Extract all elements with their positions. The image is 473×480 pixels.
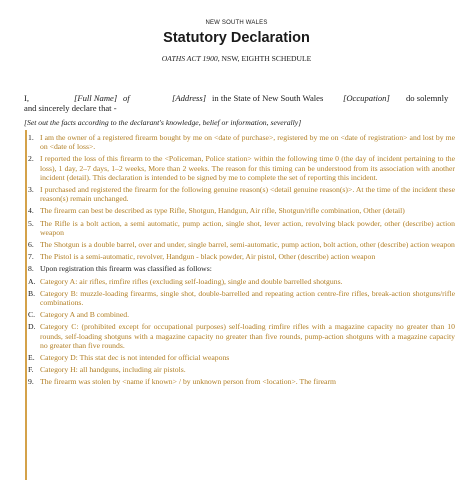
declaration-statement (24, 93, 454, 113)
schedule-name: , NSW, EIGHTH SCHEDULE (217, 54, 312, 63)
act-name: OATHS ACT 1900 (161, 54, 218, 63)
document-subtitle (0, 54, 473, 63)
item-text: I reported the loss of this firearm to the <Policeman, Police station> within the following time 0 (the day of incident pertaining to the loss), 1 day, 2–7 days, 1–2 weeks, More than 2 weeks. The reason for this timing can be understood from its association with another incident (detail). This declaration is intended to be signed by me to complete the set of reporting this incident. (40, 154, 455, 182)
full-name-field[interactable]: [Full Name] (74, 93, 118, 103)
item-text: The firearm was stolen by <name if known> / by unknown person from <location>. The firearm (40, 377, 337, 387)
item-text: I am the owner of a registered firearm bought by me on <date of purchase>, registered by me on <date of registration> and lost by me on <date of loss>. (40, 133, 455, 152)
declaration-item (25, 219, 455, 237)
declaration-item (25, 240, 455, 249)
declaration-item (25, 206, 455, 215)
declarant-i: I, (24, 93, 30, 103)
jurisdiction-heading: NEW SOUTH WALES (205, 20, 268, 26)
item-marker: 3. (28, 185, 34, 195)
declare-line: and sincerely declare that - (24, 103, 117, 113)
item-marker: 9. (28, 377, 34, 387)
item-text: Category A and B combined. (40, 310, 130, 320)
item-marker: 8. (28, 264, 34, 274)
item-marker: 6. (28, 240, 34, 250)
item-marker: 4. (28, 206, 34, 216)
declaration-item (25, 154, 455, 182)
item-text: The Rifle is a bolt action, a semi automatic, pump action, single shot, lever action, revolving black powder, other (describe) action weapon (40, 218, 455, 237)
item-text: Category D: This stat dec is not intended for official weapons (40, 353, 230, 363)
item-marker: A. (28, 276, 36, 286)
declaration-item (25, 377, 455, 386)
item-text: Category A: air rifles, rimfire rifles (excluding self-loading), single and double barrelled shotguns. (40, 276, 343, 286)
declaration-item (25, 185, 455, 203)
item-marker: 1. (28, 133, 34, 142)
item-marker: 7. (28, 252, 34, 262)
declaration-item (25, 310, 455, 319)
item-marker: F. (28, 365, 34, 375)
item-text: The Shotgun is a double barrel, over and under, single barrel, semi-automatic, pump action, bolt action, other (describe) action weapon (40, 240, 455, 250)
declaration-item (25, 322, 455, 350)
of-word: of (123, 93, 130, 103)
item-marker: 5. (28, 218, 34, 228)
item-text: Category B: muzzle-loading firearms, single shot, double-barrelled and repeating action centre-fire rifles, break-action shotguns/rifle combinations. (40, 288, 455, 308)
instruction-text: [Set out the facts according to the declarant's knowledge, belief or information, severally] (24, 118, 302, 127)
declaration-items-list (25, 133, 455, 390)
declaration-item (25, 353, 455, 362)
item-marker: D. (28, 322, 36, 332)
declaration-item (25, 252, 455, 261)
occupation-field[interactable]: [Occupation] (343, 93, 390, 103)
declaration-item (25, 365, 455, 374)
item-marker: B. (28, 288, 36, 298)
item-marker: 2. (28, 154, 34, 164)
declaration-item (25, 264, 455, 273)
item-text: The firearm can best be described as type Rifle, Shotgun, Handgun, Air rifle, Shotgun/rifle combination, Other (detail) (40, 206, 405, 216)
item-text: Category H: all handguns, including air pistols. (40, 365, 186, 375)
item-text: The Pistol is a semi-automatic, revolver, Handgun - black powder, Air pistol, Other (describe) action weapon (40, 252, 376, 262)
item-marker: C. (28, 310, 36, 320)
state-text: in the State of New South Wales (212, 93, 324, 103)
declaration-item (25, 133, 455, 151)
document-title: Statutory Declaration (163, 30, 310, 46)
item-text: Category C: (prohibited except for occupational purposes) self-loading rimfire rifles with a magazine capacity no greater than 10 rounds, self-loading shotguns with a magazine capacity no greater than five rounds, pump-action shotguns with a magazine capacity no greater than five rounds. (40, 322, 455, 350)
do-solemnly-text: do solemnly (406, 93, 449, 103)
address-field[interactable]: [Address] (172, 93, 207, 103)
declaration-item (25, 289, 455, 307)
item-text: Upon registration this firearm was classified as follows: (40, 264, 212, 274)
declaration-item (25, 277, 455, 286)
item-marker: E. (28, 353, 35, 363)
item-text: I purchased and registered the firearm for the following genuine reason(s) <detail genuine reason(s)>. At the time of the incident these reason(s) remain unchanged. (40, 185, 455, 204)
